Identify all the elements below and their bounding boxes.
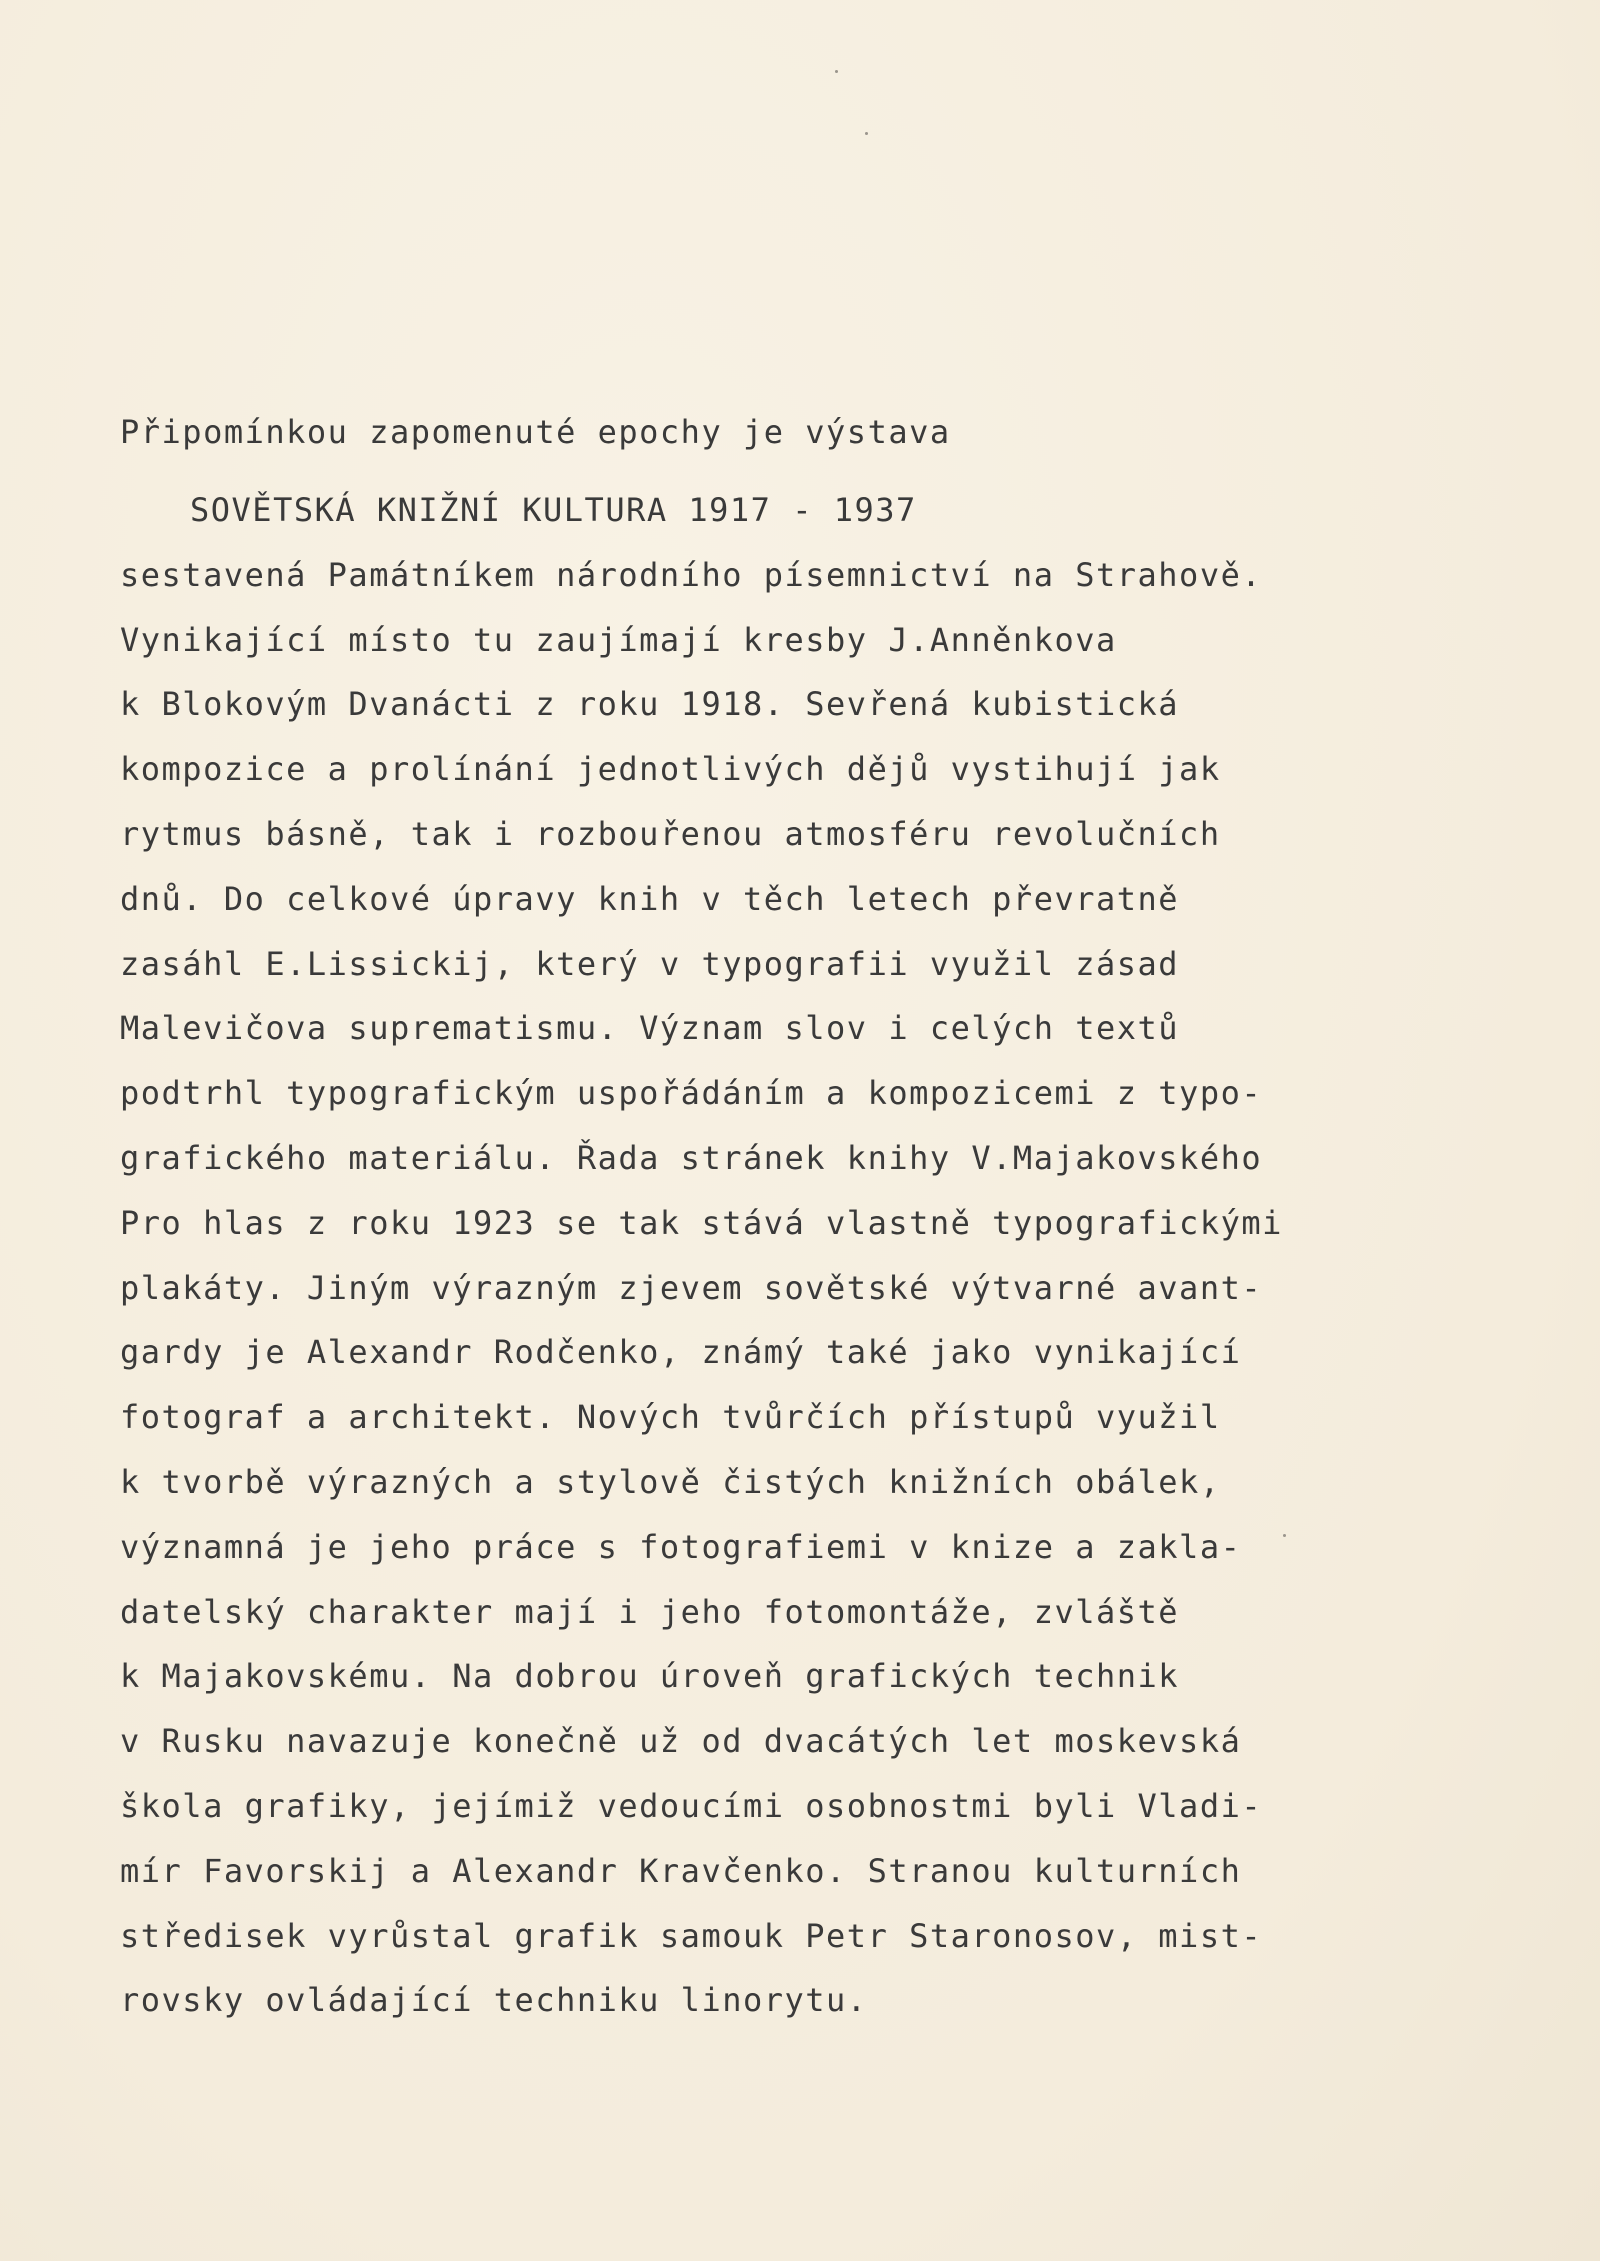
text-line: k tvorbě výrazných a stylově čistých knižních obálek, <box>120 1462 1221 1501</box>
text-line: rovsky ovládající techniku linorytu. <box>120 1981 868 2020</box>
text-line: k Blokovým Dvanácti z roku 1918. Sevřená kubistická <box>120 685 1180 724</box>
text-line: fotograf a architekt. Nových tvůrčích přístupů využil <box>120 1398 1221 1437</box>
text-line: sestavená Památníkem národního písemnictví na Strahově. <box>120 555 1263 594</box>
text-line: datelský charakter mají i jeho fotomontáže, zvláště <box>120 1592 1180 1631</box>
text-line: zasáhl E.Lissickij, který v typografii využil zásad <box>120 944 1180 983</box>
paper-speck <box>835 70 838 73</box>
text-line: k Majakovskému. Na dobrou úroveň grafických technik <box>120 1657 1180 1696</box>
exhibition-title: SOVĚTSKÁ KNIŽNÍ KULTURA 1917 - 1937 <box>190 491 917 529</box>
text-line: rytmus básně, tak i rozbouřenou atmosféru revolučních <box>120 814 1221 853</box>
text-line: gardy je Alexandr Rodčenko, známý také jako vynikající <box>120 1333 1242 1372</box>
typed-text-block <box>120 400 1540 2033</box>
text-line: dnů. Do celkové úpravy knih v těch letech převratně <box>120 879 1180 918</box>
text-line: grafického materiálu. Řada stránek knihy V.Majakovského <box>120 1138 1263 1177</box>
text-line: Malevičova suprematismu. Význam slov i celých textů <box>120 1009 1180 1048</box>
paper-speck <box>865 132 868 135</box>
text-line: významná je jeho práce s fotografiemi v knize a zakla- <box>120 1527 1242 1566</box>
text-line: mír Favorskij a Alexandr Kravčenko. Stranou kulturních <box>120 1851 1242 1890</box>
text-line: plakáty. Jiným výrazným zjevem sovětské výtvarné avant- <box>120 1268 1263 1307</box>
text-line: Pro hlas z roku 1923 se tak stává vlastně typografickými <box>120 1203 1283 1242</box>
text-line: kompozice a prolínání jednotlivých dějů vystihují jak <box>120 750 1221 789</box>
text-line: středisek vyrůstal grafik samouk Petr Staronosov, mist- <box>120 1916 1263 1955</box>
text-line: škola grafiky, jejímiž vedoucími osobnostmi byli Vladi- <box>120 1786 1263 1825</box>
text-line: v Rusku navazuje konečně už od dvacátých let moskevská <box>120 1722 1242 1761</box>
text-line: Vynikající místo tu zaujímají kresby J.Anněnkova <box>120 620 1117 659</box>
intro-line: Připomínkou zapomenuté epochy je výstava <box>120 413 951 451</box>
text-line: podtrhl typografickým uspořádáním a kompozicemi z typo- <box>120 1074 1263 1113</box>
